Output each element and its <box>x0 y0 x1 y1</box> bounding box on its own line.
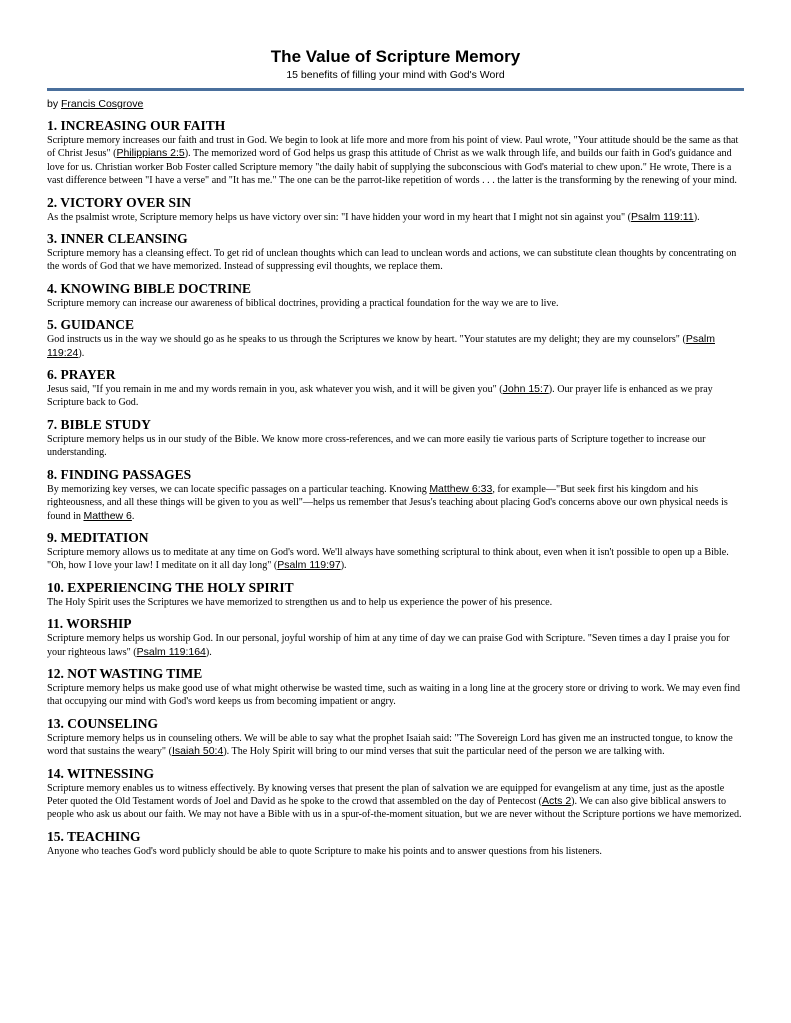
section-4 <box>47 281 744 310</box>
section-heading: 9. MEDITATION <box>47 529 149 545</box>
scripture-reference-link[interactable]: Isaiah 50:4 <box>171 745 224 758</box>
section-body <box>47 596 744 609</box>
section-11 <box>47 616 744 659</box>
section-heading: 1. INCREASING OUR FAITH <box>47 118 226 133</box>
section-5 <box>47 317 744 360</box>
body-text: Jesus said, "If you remain in me and my words remain in you, ask whatever you wish, and it will be given you" ( <box>47 384 503 396</box>
scripture-reference-link[interactable]: Psalm 119:164 <box>136 645 206 658</box>
section-heading: 2. VICTORY OVER SIN <box>47 194 192 210</box>
section-heading: 12. NOT WASTING TIME <box>47 665 203 681</box>
body-text: Scripture memory helps us in our study of the Bible. We know more cross-references, and we can more easily tie various parts of Scripture together to increase our understanding. <box>47 433 706 459</box>
section-heading: 10. EXPERIENCING THE HOLY SPIRIT <box>47 579 294 595</box>
scripture-reference-link[interactable]: Matthew 6 <box>83 509 132 522</box>
scripture-reference-link[interactable]: Matthew 6:33 <box>429 482 493 495</box>
section-heading: 11. WORSHIP <box>47 616 132 632</box>
body-text: Anyone who teaches God's word publicly should be able to quote Scripture to make his points and to answer questions from his listeners. <box>47 845 602 857</box>
section-body <box>47 682 744 709</box>
body-text: ). We can also give biblical answers to people who ask us about our faith. We may not have a Bible with us in a spur-of-the-moment situation, but we are never without the Scripture portions we have memorized. <box>47 795 742 821</box>
section-heading: 7. BIBLE STUDY <box>47 416 151 432</box>
scripture-reference-link[interactable]: John 15:7 <box>502 383 549 396</box>
body-text: ). The Holy Spirit will bring to our mind verses that suit the particular need of the person we are talking with. <box>223 746 665 758</box>
body-text: Scripture memory helps us in counseling others. We will be able to say what the prophet Isaiah said: "The Sovereign Lord has given me an instructed tongue, to know the word that sustains the weary" ( <box>47 732 733 758</box>
section-1 <box>47 118 744 188</box>
section-body <box>47 483 744 523</box>
scripture-reference-link[interactable]: Acts 2 <box>541 794 572 807</box>
body-text: , for example—"But seek first his kingdom and his righteousness, and all these things will be given to you as well"—helps us remember that Jesus's teaching about placing God's concerns above our own physical needs is found in <box>47 483 728 522</box>
body-text: ). <box>693 211 700 223</box>
section-body <box>47 333 744 360</box>
body-text: Scripture memory enables us to witness effectively. By knowing verses that present the plan of salvation we are equipped for evangelism at any time, just as the apostle Peter quoted the Old Testament words of Joel and David as he spoke to the crowd that assembled on the day of Pentecost ( <box>47 782 725 807</box>
section-8 <box>47 467 744 523</box>
author-link[interactable]: Francis Cosgrove <box>61 98 144 110</box>
section-body <box>47 732 744 759</box>
section-heading: 13. COUNSELING <box>47 715 159 731</box>
section-body <box>47 546 744 573</box>
body-text: God instructs us in the way we should go as he speaks to us through the Scriptures we know by heart. "Your statutes are my delight; they are my counselors" ( <box>47 334 686 346</box>
section-3 <box>47 231 744 274</box>
document-page <box>47 46 744 858</box>
section-15 <box>47 829 744 858</box>
body-text: ). <box>340 560 347 572</box>
body-text: ). Our prayer life is enhanced as we pray Scripture back to God. <box>47 384 713 409</box>
section-body <box>47 433 744 460</box>
body-text: ). <box>205 646 212 658</box>
body-text: Scripture memory helps us make good use of what might otherwise be wasted time, such as waiting in a long line at the grocery store or driving to work. We may even find that occupying our mind with God's word keeps us from becoming impatient or angry. <box>47 682 741 708</box>
header-divider <box>47 88 744 91</box>
section-12 <box>47 666 744 709</box>
body-text: Scripture memory allows us to meditate at any time on God's word. We'll always have something scriptural to think about, even when it isn't possible to open up a Bible. "Oh, how I love your law! I meditate on it all day long" ( <box>47 546 729 572</box>
body-text: ). The memorized word of God helps us grasp this attitude of Christ as we walk through life, and builds our faith in God's guidance and love for us. Christian worker Bob Foster called Scripture memory "the daily habit of supplying the subconscious with God's material to chew upon." He wrote, There is a vast difference between "I have a verse" and "It has me." The one can be the parrot-like repetition of words . . . the latter is the transforming by the renewing of your mind. <box>47 148 737 187</box>
body-text: . <box>131 510 135 522</box>
section-9 <box>47 530 744 573</box>
scripture-reference-link[interactable]: Psalm 119:11 <box>631 210 694 223</box>
body-text: The Holy Spirit uses the Scriptures we have memorized to strengthen us and to help us experience the power of his presence. <box>47 596 553 608</box>
section-6 <box>47 367 744 410</box>
section-body <box>47 134 744 188</box>
section-heading: 5. GUIDANCE <box>47 317 135 333</box>
body-text: Scripture memory can increase our awareness of biblical doctrines, providing a practical foundation for the way we are to live. <box>47 297 559 309</box>
section-heading: 4. KNOWING BIBLE DOCTRINE <box>47 280 252 296</box>
section-body <box>47 782 744 822</box>
section-heading: 8. FINDING PASSAGES <box>47 466 192 482</box>
section-heading: 14. WITNESSING <box>47 765 155 781</box>
body-text: As the psalmist wrote, Scripture memory helps us have victory over sin: "I have hidden your word in my heart that I might not sin against you" ( <box>47 211 632 223</box>
section-body <box>47 247 744 274</box>
section-body <box>47 383 744 410</box>
section-body <box>47 297 744 310</box>
scripture-reference-link[interactable]: Psalm 119:24 <box>47 333 715 359</box>
section-heading: 6. PRAYER <box>47 367 116 383</box>
section-body <box>47 211 744 224</box>
section-7 <box>47 417 744 460</box>
section-heading: 3. INNER CLEANSING <box>47 231 188 247</box>
body-text: Scripture memory helps us worship God. In our personal, joyful worship of him at any time of day we can praise God with Scripture. "Seven times a day I praise you for your righteous laws" ( <box>47 633 730 658</box>
byline <box>47 97 744 111</box>
section-body <box>47 632 744 659</box>
sections-container <box>47 118 744 858</box>
section-2 <box>47 195 744 224</box>
page-title: The Value of Scripture Memory <box>270 47 521 66</box>
section-14 <box>47 766 744 822</box>
page-subtitle: 15 benefits of filling your mind with God's Word <box>286 69 505 81</box>
scripture-reference-link[interactable]: Philippians 2:5 <box>116 147 185 160</box>
body-text: By memorizing key verses, we can locate specific passages on a particular teaching. Knowing <box>47 483 430 495</box>
section-10 <box>47 580 744 609</box>
section-13 <box>47 716 744 759</box>
byline-prefix: by <box>47 98 62 110</box>
body-text: ). <box>78 347 85 359</box>
section-heading: 15. TEACHING <box>47 828 141 844</box>
body-text: Scripture memory increases our faith and trust in God. We begin to look at life more and more from his point of view. Paul wrote, "Your attitude should be the same as that of Christ Jesus" ( <box>47 135 739 160</box>
scripture-reference-link[interactable]: Psalm 119:97 <box>277 559 341 572</box>
section-body <box>47 845 744 858</box>
body-text: Scripture memory has a cleansing effect. To get rid of unclean thoughts which can lead to unclean words and actions, we can substitute clean thoughts by concentrating on the words of God that we have memorized. Instead of suppressing evil thoughts, we replace them. <box>47 248 737 273</box>
